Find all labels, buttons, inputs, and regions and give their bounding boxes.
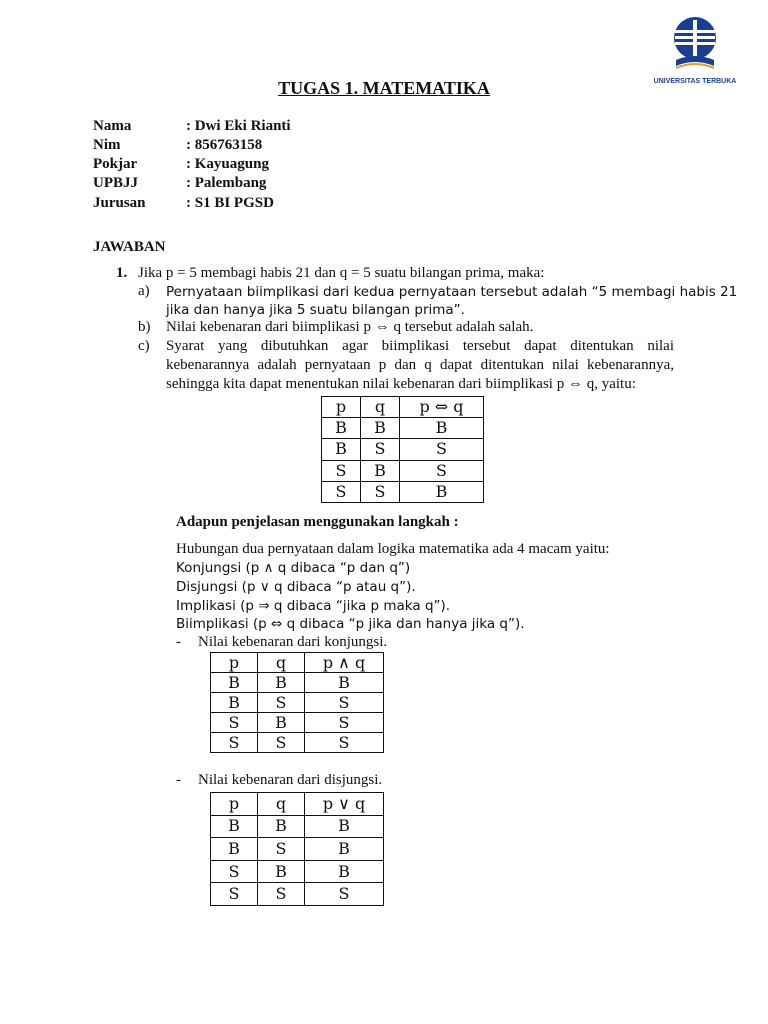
table-header-cell: p ∧ q <box>305 653 384 673</box>
info-label: UPBJJ <box>93 175 138 191</box>
table-cell: B <box>322 418 361 439</box>
info-value: : Palembang <box>186 175 267 191</box>
table-header-cell: p <box>211 793 258 816</box>
page-title: TUGAS 1. MATEMATIKA <box>278 78 490 98</box>
table-cell: S <box>211 713 258 733</box>
table-cell: S <box>322 460 361 481</box>
table-cell: S <box>361 481 400 502</box>
info-label: Nama <box>93 118 132 134</box>
table-cell: S <box>211 883 258 906</box>
table-cell: S <box>305 693 384 713</box>
table-header-row <box>211 653 384 673</box>
item-c-line1: Syarat yang dibutuhkan agar biimplikasi tersebut dapat ditentukan nilai <box>166 338 674 354</box>
table-cell: S <box>400 460 484 481</box>
table-cell: B <box>258 713 305 733</box>
table-cell: B <box>211 838 258 861</box>
table-cell: S <box>305 733 384 753</box>
table-cell: S <box>258 883 305 906</box>
disjungsi-definition: Disjungsi (p ∨ q dibaca “p atau q”). <box>176 579 416 595</box>
table-row <box>211 838 384 861</box>
table-cell: S <box>361 439 400 460</box>
table-row <box>211 713 384 733</box>
konjungsi-definition: Konjungsi (p ∧ q dibaca “p dan q”) <box>176 560 411 576</box>
table-cell: B <box>305 838 384 861</box>
item-label-b: b) <box>138 319 151 335</box>
table-row <box>322 418 484 439</box>
table-cell: S <box>211 860 258 883</box>
item-a-line2: jika dan hanya jika 5 suatu bilangan prima”. <box>166 302 465 318</box>
answer-heading: JAWABAN <box>93 239 166 255</box>
truth-table-disjungsi <box>210 792 384 906</box>
table-header-cell: q <box>361 397 400 418</box>
explanation-heading: Adapun penjelasan menggunakan langkah : <box>176 514 459 530</box>
table-header-cell: p ∨ q <box>305 793 384 816</box>
info-label: Nim <box>93 137 121 153</box>
table-row <box>211 883 384 906</box>
table-cell: S <box>322 481 361 502</box>
table-header-row <box>322 397 484 418</box>
table-cell: B <box>258 673 305 693</box>
table-cell: S <box>305 713 384 733</box>
table-cell: B <box>361 460 400 481</box>
table-cell: B <box>211 673 258 693</box>
table-row <box>211 860 384 883</box>
item-c-line2: kebenarannya adalah pernyataan p dan q dapat ditentukan nilai kebenarannya, <box>166 357 674 373</box>
explanation-intro: Hubungan dua pernyataan dalam logika matematika ada 4 macam yaitu: <box>176 541 610 557</box>
table-header-cell: q <box>258 653 305 673</box>
table-cell: B <box>258 860 305 883</box>
info-value: : Dwi Eki Rianti <box>186 118 291 134</box>
info-value: : 856763158 <box>186 137 263 153</box>
table-row <box>211 733 384 753</box>
table-cell: B <box>305 860 384 883</box>
table-header-cell: q <box>258 793 305 816</box>
table-row <box>322 460 484 481</box>
konjungsi-caption: Nilai kebenaran dari konjungsi. <box>198 634 388 650</box>
biimplikasi-definition: Biimplikasi (p ⇔ q dibaca “p jika dan hanya jika q”). <box>176 616 525 632</box>
table-header-cell: p <box>211 653 258 673</box>
table-row <box>322 481 484 502</box>
table-cell: B <box>305 673 384 693</box>
table-cell: B <box>211 815 258 838</box>
info-label: Jurusan <box>93 195 146 211</box>
table-cell: B <box>305 815 384 838</box>
implikasi-definition: Implikasi (p ⇒ q dibaca “jika p maka q”). <box>176 598 451 614</box>
item-b-text: Nilai kebenaran dari biimplikasi p ⇔ q tersebut adalah salah. <box>166 319 534 335</box>
question-text: Jika p = 5 membagi habis 21 dan q = 5 suatu bilangan prima, maka: <box>138 265 545 281</box>
truth-table-biimplikasi <box>321 396 484 503</box>
table-row <box>211 815 384 838</box>
table-cell: B <box>361 418 400 439</box>
disjungsi-caption: Nilai kebenaran dari disjungsi. <box>198 772 383 788</box>
bullet-dash: - <box>176 772 181 788</box>
table-cell: S <box>258 838 305 861</box>
info-value: : S1 BI PGSD <box>186 195 274 211</box>
table-cell: B <box>258 815 305 838</box>
table-header-cell: p ⇔ q <box>400 397 484 418</box>
table-cell: S <box>211 733 258 753</box>
info-label: Pokjar <box>93 156 138 172</box>
table-cell: S <box>400 439 484 460</box>
university-name: UNIVERSITAS TERBUKA <box>653 78 737 85</box>
item-label-a: a) <box>138 283 150 299</box>
info-value: : Kayuagung <box>186 156 269 172</box>
table-cell: S <box>258 733 305 753</box>
truth-table-konjungsi <box>210 652 384 753</box>
question-number: 1. <box>116 265 128 281</box>
item-a-line1: Pernyataan biimplikasi dari kedua pernyataan tersebut adalah “5 membagi habis 21 <box>166 284 738 300</box>
table-row <box>211 673 384 693</box>
table-row <box>322 439 484 460</box>
item-label-c: c) <box>138 338 150 354</box>
table-cell: B <box>400 418 484 439</box>
table-header-cell: p <box>322 397 361 418</box>
item-c-line3: sehingga kita dapat menentukan nilai kebenaran dari biimplikasi p ⇔ q, yaitu: <box>166 376 636 392</box>
table-header-row <box>211 793 384 816</box>
table-cell: S <box>305 883 384 906</box>
bullet-dash: - <box>176 634 181 650</box>
table-cell: B <box>400 481 484 502</box>
table-row <box>211 693 384 713</box>
table-cell: B <box>322 439 361 460</box>
table-cell: S <box>258 693 305 713</box>
university-emblem-icon <box>672 16 718 74</box>
table-cell: B <box>211 693 258 713</box>
